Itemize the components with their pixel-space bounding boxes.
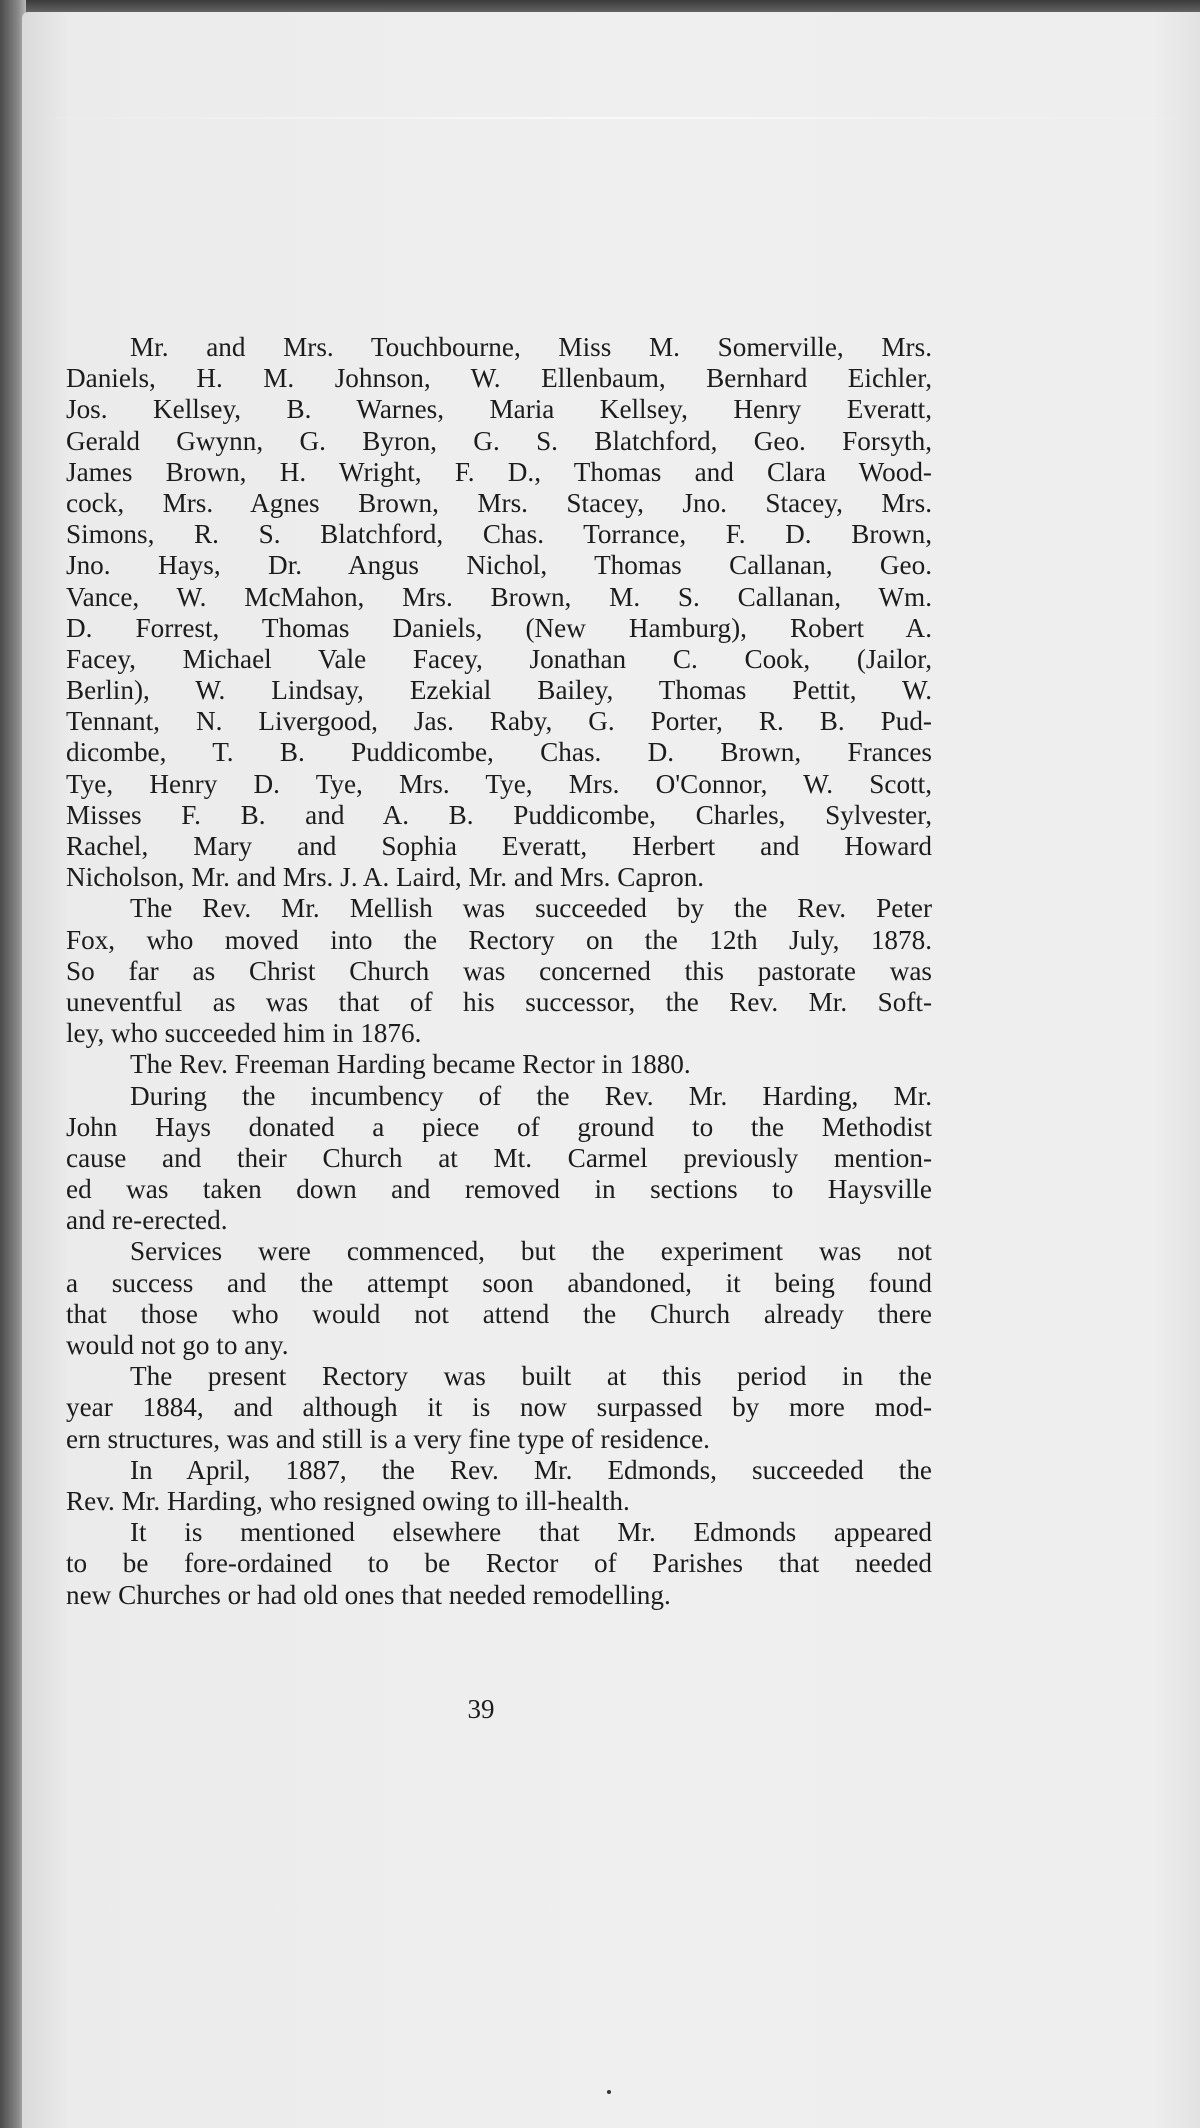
text-line: Misses F. B. and A. B. Puddicombe, Charles, Sylvester, <box>66 799 932 830</box>
text-line: During the incumbency of the Rev. Mr. Harding, Mr. <box>130 1080 932 1111</box>
text-line: Simons, R. S. Blatchford, Chas. Torrance, F. D. Brown, <box>66 519 932 550</box>
text-line: Berlin), W. Lindsay, Ezekial Bailey, Thomas Pettit, W. <box>66 675 932 706</box>
page-body-text <box>66 332 932 1611</box>
text-line: The Rev. Mr. Mellish was succeeded by the Rev. Peter <box>130 893 932 924</box>
text-line: The present Rectory was built at this period in the <box>130 1361 932 1392</box>
text-line: John Hays donated a piece of ground to the Methodist <box>66 1111 932 1142</box>
text-line: Rev. Mr. Harding, who resigned owing to ill-health. <box>66 1485 630 1516</box>
text-line: year 1884, and although it is now surpassed by more mod- <box>66 1392 932 1423</box>
text-line: uneventful as was that of his successor, the Rev. Mr. Soft- <box>66 986 932 1017</box>
text-line: and re-erected. <box>66 1205 228 1236</box>
text-line: James Brown, H. Wright, F. D., Thomas and Clara Wood- <box>66 456 932 487</box>
text-line: Services were commenced, but the experiment was not <box>130 1236 932 1267</box>
text-line: ern structures, was and still is a very fine type of residence. <box>66 1423 710 1454</box>
text-line: It is mentioned elsewhere that Mr. Edmonds appeared <box>130 1517 932 1548</box>
text-line: new Churches or had old ones that needed remodelling. <box>66 1579 671 1610</box>
text-line: Daniels, H. M. Johnson, W. Ellenbaum, Bernhard Eichler, <box>66 363 932 394</box>
text-line: Jno. Hays, Dr. Angus Nichol, Thomas Callanan, Geo. <box>66 550 932 581</box>
text-line: In April, 1887, the Rev. Mr. Edmonds, succeeded the <box>130 1454 932 1485</box>
text-line: cause and their Church at Mt. Carmel previously mention- <box>66 1142 932 1173</box>
scan-speck <box>607 2090 611 2094</box>
text-line: Tye, Henry D. Tye, Mrs. Tye, Mrs. O'Connor, W. Scott, <box>66 768 932 799</box>
text-line: ed was taken down and removed in sections to Haysville <box>66 1174 932 1205</box>
text-line: Jos. Kellsey, B. Warnes, Maria Kellsey, Henry Everatt, <box>66 394 932 425</box>
text-line: Fox, who moved into the Rectory on the 12th July, 1878. <box>66 924 932 955</box>
text-line: D. Forrest, Thomas Daniels, (New Hamburg), Robert A. <box>66 612 932 643</box>
text-line: Rachel, Mary and Sophia Everatt, Herbert and Howard <box>66 831 932 861</box>
text-line: Mr. and Mrs. Touchbourne, Miss M. Somerville, Mrs. <box>130 332 932 362</box>
text-line: Gerald Gwynn, G. Byron, G. S. Blatchford, Geo. Forsyth, <box>66 425 932 456</box>
text-line: Nicholson, Mr. and Mrs. J. A. Laird, Mr. and Mrs. Capron. <box>66 862 705 893</box>
text-line: Vance, W. McMahon, Mrs. Brown, M. S. Callanan, Wm. <box>66 581 932 612</box>
text-line: So far as Christ Church was concerned this pastorate was <box>66 955 932 986</box>
page-number <box>22 1694 1200 1725</box>
text-line: would not go to any. <box>66 1330 289 1360</box>
text-line: ley, who succeeded him in 1876. <box>66 1018 422 1049</box>
text-line: to be fore-ordained to be Rector of Parishes that needed <box>66 1548 932 1579</box>
text-line: Facey, Michael Vale Facey, Jonathan C. Cook, (Jailor, <box>66 643 932 674</box>
page-number-label: 39 <box>467 1694 495 1724</box>
text-line: The Rev. Freeman Harding became Rector in 1880. <box>130 1049 691 1080</box>
book-page <box>22 12 1200 2128</box>
text-line: a success and the attempt soon abandoned, it being found <box>66 1267 932 1298</box>
text-line: cock, Mrs. Agnes Brown, Mrs. Stacey, Jno. Stacey, Mrs. <box>66 487 932 518</box>
text-line: that those who would not attend the Church already there <box>66 1298 932 1329</box>
text-line: Tennant, N. Livergood, Jas. Raby, G. Porter, R. B. Pud- <box>66 706 932 737</box>
text-line: dicombe, T. B. Puddicombe, Chas. D. Brown, Frances <box>66 737 932 768</box>
